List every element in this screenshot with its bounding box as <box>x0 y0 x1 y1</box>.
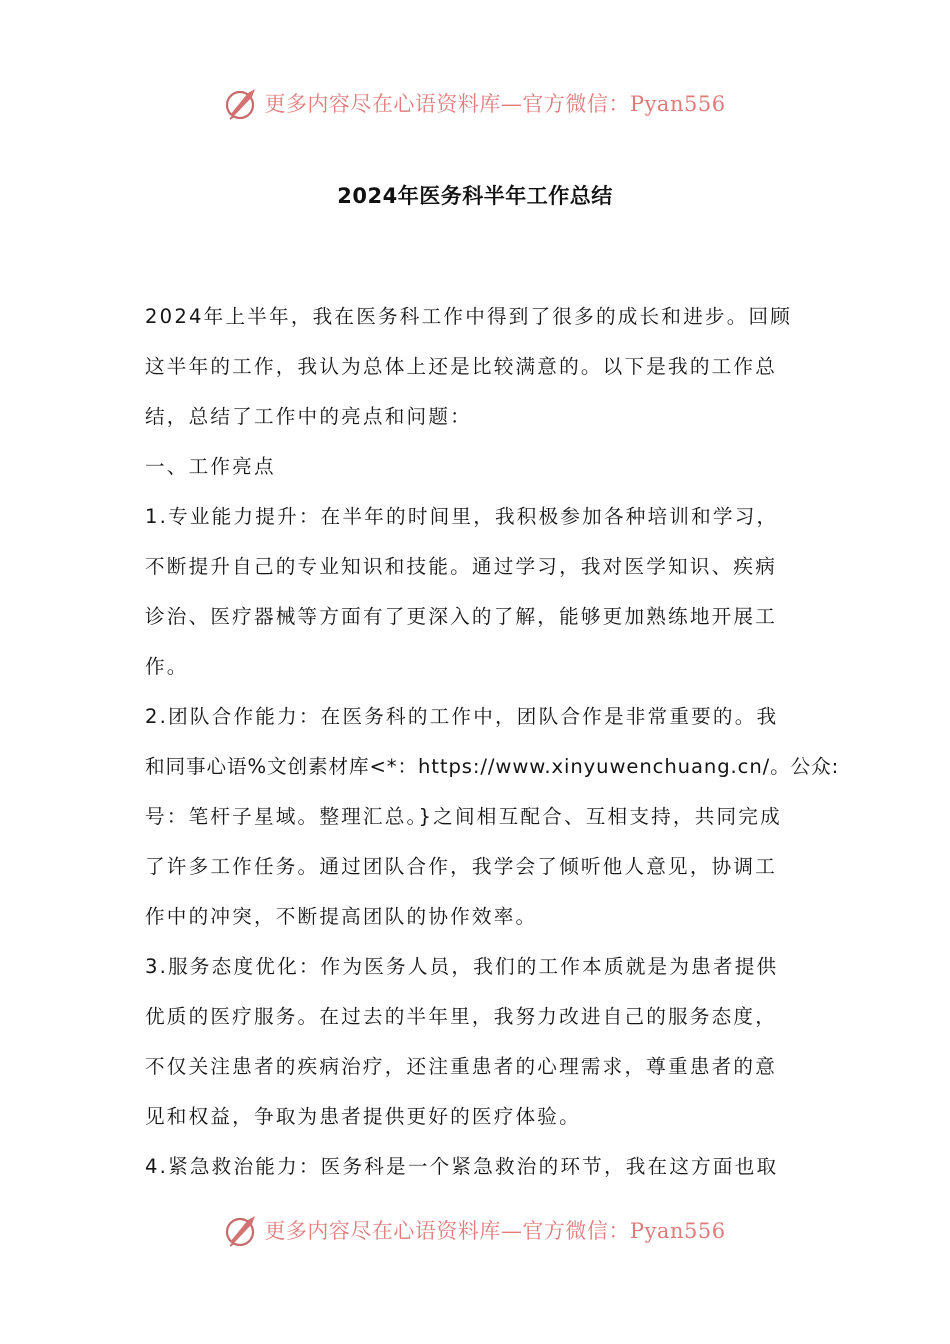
text-line: 了许多工作任务。通过团队合作，我学会了倾听他人意见，协调工 <box>145 855 778 878</box>
text-line: 诊治、医疗器械等方面有了更深入的了解，能够更加熟练地开展工 <box>145 605 778 628</box>
text-line: 不仅关注患者的疾病治疗，还注重患者的心理需求，尊重患者的意 <box>145 1055 778 1078</box>
document-body <box>145 292 840 1192</box>
watermark-text-top: 更多内容尽在心语资料库—官方微信：Pyan556 <box>264 92 726 116</box>
text-line: 2024年上半年，我在医务科工作中得到了很多的成长和进步。回顾 <box>145 305 793 328</box>
text-line: 作中的冲突，不断提高团队的协作效率。 <box>145 905 538 928</box>
text-line: 这半年的工作，我认为总体上还是比较满意的。以下是我的工作总 <box>145 355 778 378</box>
text-line: 2.团队合作能力：在医务科的工作中，团队合作是非常重要的。我 <box>145 705 779 728</box>
watermark-banner-top <box>0 78 950 128</box>
text-line: 和同事心语%文创素材库<*：https://www.xinyuwenchuang.cn/。公众: <box>145 755 840 778</box>
text-line: 4.紧急救治能力：医务科是一个紧急救治的环节，我在这方面也取 <box>145 1155 779 1178</box>
text-line: 1.专业能力提升：在半年的时间里，我积极参加各种培训和学习， <box>145 505 779 528</box>
text-line: 优质的医疗服务。在过去的半年里，我努力改进自己的服务态度， <box>145 1005 778 1028</box>
watermark-text-bottom: 更多内容尽在心语资料库—官方微信：Pyan556 <box>264 1219 726 1243</box>
page-title: 2024年医务科半年工作总结 <box>337 184 613 208</box>
text-line: 不断提升自己的专业知识和技能。通过学习，我对医学知识、疾病 <box>145 555 778 578</box>
quill-pen-logo-icon <box>224 85 260 121</box>
quill-pen-logo-icon <box>224 1212 260 1248</box>
text-line: 号：笔杆子星域。整理汇总。}之间相互配合、互相支持，共同完成 <box>145 805 782 828</box>
text-line: 见和权益，争取为患者提供更好的医疗体验。 <box>145 1105 581 1128</box>
text-line: 作。 <box>145 655 189 678</box>
text-line: 3.服务态度优化：作为医务人员，我们的工作本质就是为患者提供 <box>145 955 779 978</box>
watermark-banner-bottom <box>0 1205 950 1255</box>
text-line: 结，总结了工作中的亮点和问题： <box>145 405 472 428</box>
section-heading: 一、工作亮点 <box>145 455 276 478</box>
